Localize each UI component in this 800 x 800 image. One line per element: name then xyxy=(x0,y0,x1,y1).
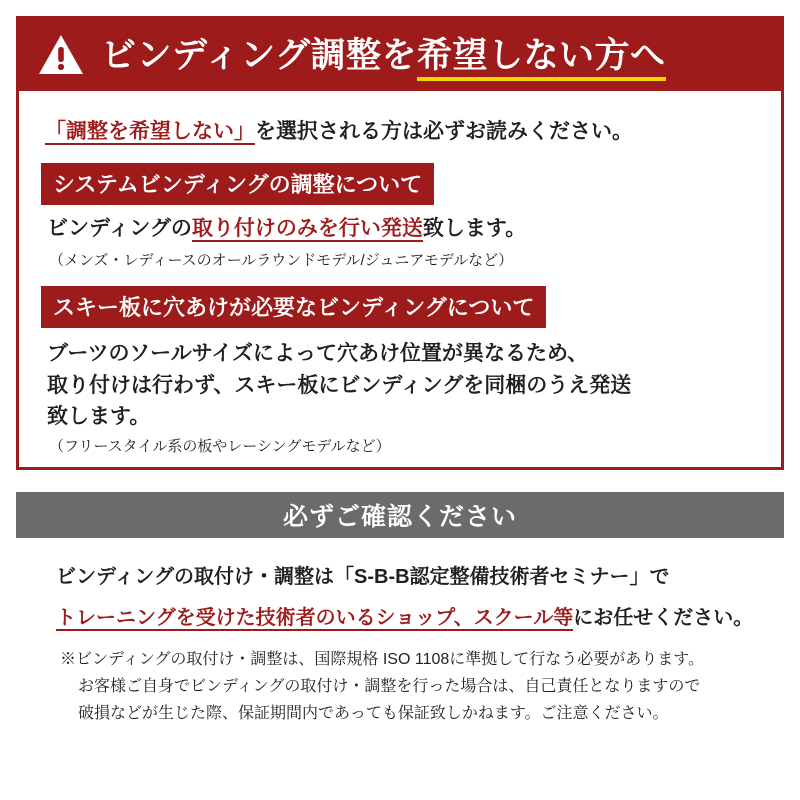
confirm-header-bar xyxy=(16,492,784,538)
fine-print-line-2: お客様ご自身でビンディングの取付け・調整を行った場合は、自己責任となりますので xyxy=(78,678,701,696)
fine-print-line-1: ※ビンディングの取付け・調整は、国際規格 ISO 1108に準拠して行なう必要があります。 xyxy=(60,651,704,668)
page-title xyxy=(101,35,666,75)
page-title-highlight: 希望しない方へ xyxy=(417,36,666,81)
section2-line2-emph-a: 取り付けは行わず、 xyxy=(47,373,235,397)
confirm-panel xyxy=(16,492,784,738)
confirm-line2-post: にお任せください。 xyxy=(573,607,754,629)
notice-header-bar xyxy=(19,19,781,91)
confirm-line2-emph: トレーニングを受けた技術者のいるショップ、スクール等 xyxy=(56,607,574,629)
confirm-title: 必ずご確認ください xyxy=(282,503,517,531)
page-title-plain: ビンディング調整を xyxy=(101,35,418,75)
confirm-body xyxy=(16,538,784,738)
section2-note: （フリースタイル系の板やレーシングモデルなど） xyxy=(49,437,391,455)
section2-text xyxy=(47,338,759,433)
fine-print xyxy=(60,646,758,728)
lead-quoted: 「調整を希望しない」 xyxy=(45,120,255,143)
section2-title: スキー板に穴あけが必要なビンディングについて xyxy=(41,286,546,328)
section2-line1: ブーツのソールサイズによって穴あけ位置が異なるため、 xyxy=(47,342,589,366)
section2-line2-post: のうえ発送 xyxy=(526,373,632,397)
lead-rest: を選択される方は必ずお読みください。 xyxy=(255,120,633,143)
main-notice-panel xyxy=(16,16,784,470)
notice-body xyxy=(19,91,781,478)
section2-line3: 致します。 xyxy=(47,405,151,429)
warning-triangle-icon xyxy=(37,33,85,77)
section1-text-post: 致します。 xyxy=(422,217,527,240)
lead-text xyxy=(45,115,759,145)
confirm-line1: ビンディングの取付け・調整は「S-B-B認定整備技術者セミナー」で xyxy=(56,566,670,588)
section1-title: システムビンディングの調整について xyxy=(41,163,434,205)
section1-note: （メンズ・レディースのオールラウンドモデル/ジュニアモデルなど） xyxy=(49,252,514,270)
section1-text-pre: ビンディングの xyxy=(47,217,192,240)
section1-text xyxy=(47,215,759,243)
section2-line2 xyxy=(47,370,759,402)
confirm-line2 xyxy=(56,601,758,630)
section1-text-emph: 取り付けのみを行い発送 xyxy=(191,217,423,240)
section2-line2-emph-b: スキー板にビンディングを同梱 xyxy=(234,373,527,397)
fine-print-line-3: 破損などが生じた際、保証期間内であっても保証致しかねます。ご注意ください。 xyxy=(78,705,669,723)
